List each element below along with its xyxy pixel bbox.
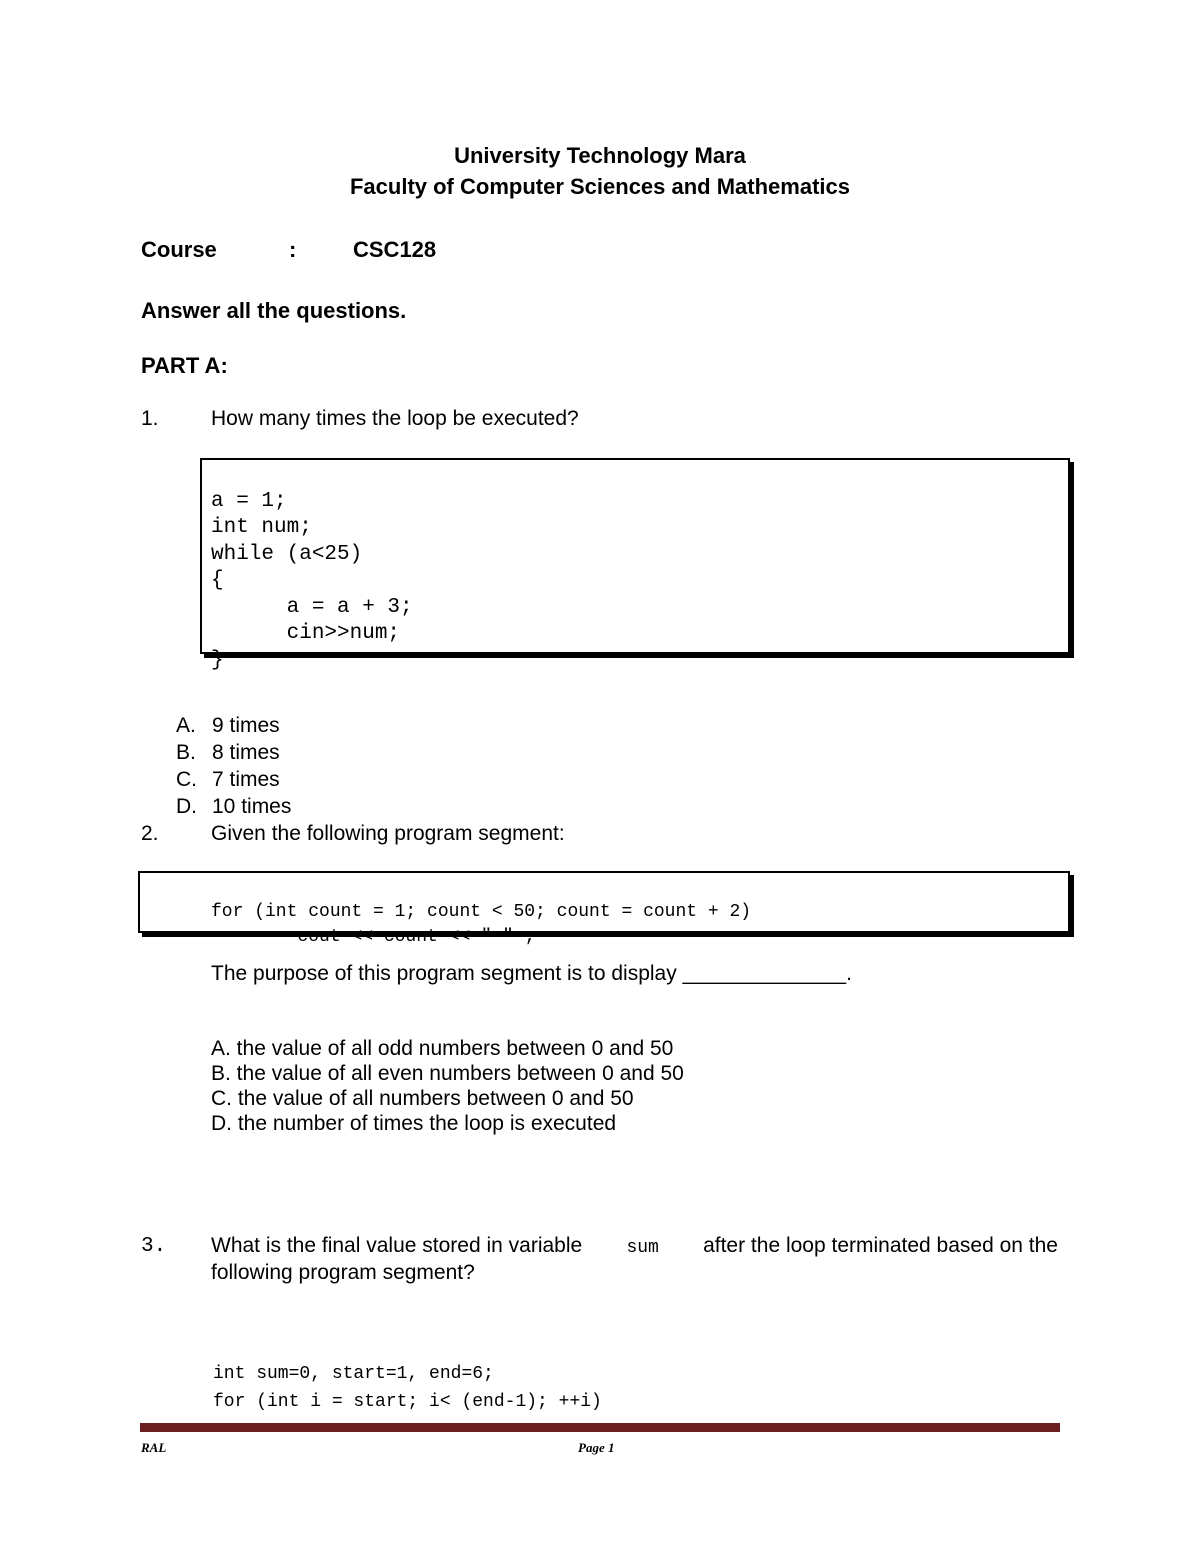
q1-code — [211, 462, 413, 701]
instruction: Answer all the questions. — [141, 298, 407, 323]
option-text: 9 times — [212, 714, 280, 737]
option-text: 10 times — [212, 795, 292, 818]
option-text: 8 times — [212, 741, 280, 764]
code-line: a = 1; — [211, 489, 287, 513]
q2-question: Given the following program segment: — [211, 822, 565, 845]
q2-purpose: The purpose of this program segment is to display ______________. — [211, 962, 852, 985]
course-label: Course — [141, 237, 217, 262]
code-line: } — [211, 648, 224, 672]
option-label: A. — [176, 714, 196, 737]
option-a[interactable]: A. the value of all odd numbers between 0 and 50 — [211, 1037, 674, 1060]
code-line: { — [211, 569, 224, 592]
code-line: for (int i = start; i< (end-1); ++i) — [213, 1392, 602, 1412]
option-c[interactable] — [176, 766, 291, 793]
code-line: int num; — [211, 516, 312, 539]
part-heading: PART A: — [141, 353, 228, 378]
option-label: C. — [176, 768, 197, 791]
option-label: B. — [176, 741, 196, 764]
q1-question: How many times the loop be executed? — [211, 407, 579, 430]
footer-initials: RAL — [141, 1440, 167, 1455]
code-line: a = a + 3; — [211, 595, 413, 619]
option-d[interactable]: D. the number of times the loop is executed — [211, 1112, 617, 1135]
q3-question-part2: after the loop terminated based on the — [703, 1234, 1058, 1257]
course-colon: : — [289, 237, 297, 262]
q3-variable: sum — [626, 1238, 659, 1258]
option-text: 7 times — [212, 768, 280, 791]
code-line: while (a<25) — [211, 542, 363, 566]
faculty-title: Faculty of Computer Sciences and Mathematics — [349, 174, 851, 199]
university-title: University Technology Mara — [454, 143, 746, 168]
option-label: D. — [176, 795, 197, 818]
q2-number: 2. — [141, 822, 159, 845]
q2-code — [211, 875, 751, 975]
option-a[interactable] — [176, 712, 291, 739]
code-line: cin>>num; — [211, 622, 401, 645]
q2-options — [211, 1011, 684, 1161]
option-d[interactable] — [176, 793, 291, 820]
q1-number: 1. — [141, 407, 159, 430]
q3-number: 3. — [141, 1235, 167, 1258]
q3-question-line1 — [211, 1234, 1058, 1258]
page-number: Page 1 — [578, 1440, 615, 1455]
course-code: CSC128 — [353, 237, 437, 262]
option-b[interactable] — [176, 739, 291, 766]
code-line: for (int count = 1; count < 50; count = count + 2) — [211, 902, 752, 922]
option-b[interactable]: B. the value of all even numbers between 0 and 50 — [211, 1062, 684, 1085]
code-line: cout << count << " " ; — [211, 927, 536, 947]
q3-question-line2: following program segment? — [211, 1261, 475, 1284]
option-c[interactable]: C. the value of all numbers between 0 and 50 — [211, 1087, 634, 1110]
q3-question-part1: What is the final value stored in variable — [211, 1234, 583, 1257]
footer-rule — [140, 1423, 1060, 1432]
code-line: int sum=0, start=1, end=6; — [213, 1364, 494, 1384]
